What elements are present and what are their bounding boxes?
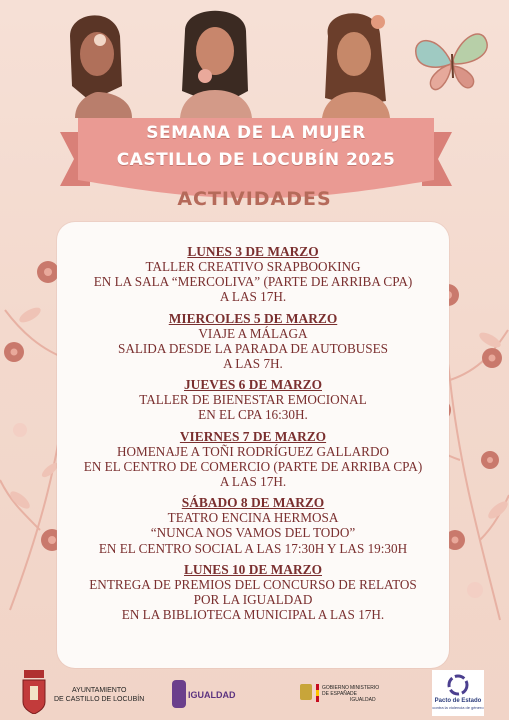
event-detail-line: EN LA SALA “MERCOLIVA” (PARTE DE ARRIBA CPA) <box>93 274 413 290</box>
pacto-estado-logo <box>432 670 484 716</box>
event-detail-line: EN EL CENTRO DE COMERCIO (PARTE DE ARRIBA CPA) <box>83 458 423 474</box>
pacto-line-2: contra la violencia de género <box>432 705 484 710</box>
igualdad-logo-icon <box>172 680 186 708</box>
castillo-crest-icon <box>21 670 47 714</box>
event-detail-line: TEATRO ENCINA HERMOSA <box>167 510 339 526</box>
event-date: VIERNES 7 DE MARZO <box>179 428 327 444</box>
woman-left-figure <box>70 15 132 118</box>
ministerio-line-2: DE IGUALDAD <box>350 691 376 703</box>
pacto-line-1: Pacto de Estado <box>434 698 482 704</box>
title-line-2: CASTILLO DE LOCUBÍN 2025 <box>116 150 396 170</box>
ministerio-label <box>350 685 380 703</box>
event-date: MIERCOLES 5 DE MARZO <box>168 310 338 326</box>
ayuntamiento-line-2: DE CASTILLO DE LOCUBÍN <box>54 696 145 703</box>
event-date: LUNES 10 DE MARZO <box>183 561 322 577</box>
ayuntamiento-label <box>54 686 144 704</box>
spain-flag-stripe <box>316 684 319 702</box>
events-list <box>57 244 449 628</box>
event-detail-line: TALLER CREATIVO SRAPBOOKING <box>145 259 361 274</box>
event-detail-line: EN EL CENTRO SOCIAL A LAS 17:30H Y LAS 19:30H <box>98 540 408 556</box>
women-illustration <box>60 6 400 118</box>
event-item <box>57 377 449 422</box>
activities-heading: ACTIVIDADES <box>177 188 332 210</box>
gobierno-logo <box>300 684 380 702</box>
event-detail-line: “NUNCA NOS VAMOS DEL TODO” <box>150 525 356 541</box>
event-detail-line: A LAS 7H. <box>223 356 283 372</box>
footer-logos <box>0 670 509 720</box>
gobierno-label <box>322 685 350 697</box>
event-detail-line: A LAS 17H. <box>219 289 287 305</box>
event-detail-line: A LAS 17H. <box>219 474 287 490</box>
event-item <box>57 244 449 305</box>
ministerio-line-1: MINISTERIO <box>350 685 380 691</box>
pacto-label <box>432 698 484 710</box>
event-detail-line: POR LA IGUALDAD <box>193 592 313 608</box>
gobierno-line-2: DE ESPAÑA <box>322 691 351 697</box>
gobierno-line-1: GOBIERNO <box>322 685 349 691</box>
event-detail-line: VIAJE A MÁLAGA <box>198 325 308 341</box>
ayuntamiento-line-1: AYUNTAMIENTO <box>72 687 127 694</box>
event-item <box>57 495 449 556</box>
event-detail-line: ENTREGA DE PREMIOS DEL CONCURSO DE RELATOS <box>89 576 417 592</box>
event-detail-line: EN LA BIBLIOTECA MUNICIPAL A LAS 17H. <box>121 607 385 623</box>
event-date: LUNES 3 DE MARZO <box>187 244 319 259</box>
event-detail-line: TALLER DE BIENESTAR EMOCIONAL <box>139 392 367 408</box>
pacto-ring-icon <box>446 674 470 696</box>
event-detail-line: HOMENAJE A TOÑI RODRÍGUEZ GALLARDO <box>116 443 390 459</box>
igualdad-label: IGUALDAD <box>188 690 236 700</box>
spain-shield-icon <box>300 684 312 700</box>
title-line-1: SEMANA DE LA MUJER <box>146 123 366 143</box>
event-detail-line: EN EL CPA 16:30H. <box>198 407 308 423</box>
event-item <box>57 311 449 372</box>
event-item <box>57 562 449 623</box>
event-date: JUEVES 6 DE MARZO <box>183 377 322 393</box>
page-title <box>60 120 452 174</box>
event-detail-line: SALIDA DESDE LA PARADA DE AUTOBUSES <box>117 340 389 356</box>
event-item <box>57 429 449 490</box>
butterfly-icon <box>408 24 494 96</box>
woman-center-figure <box>180 11 252 118</box>
event-date: SÁBADO 8 DE MARZO <box>181 495 325 511</box>
woman-right-figure <box>322 13 390 118</box>
